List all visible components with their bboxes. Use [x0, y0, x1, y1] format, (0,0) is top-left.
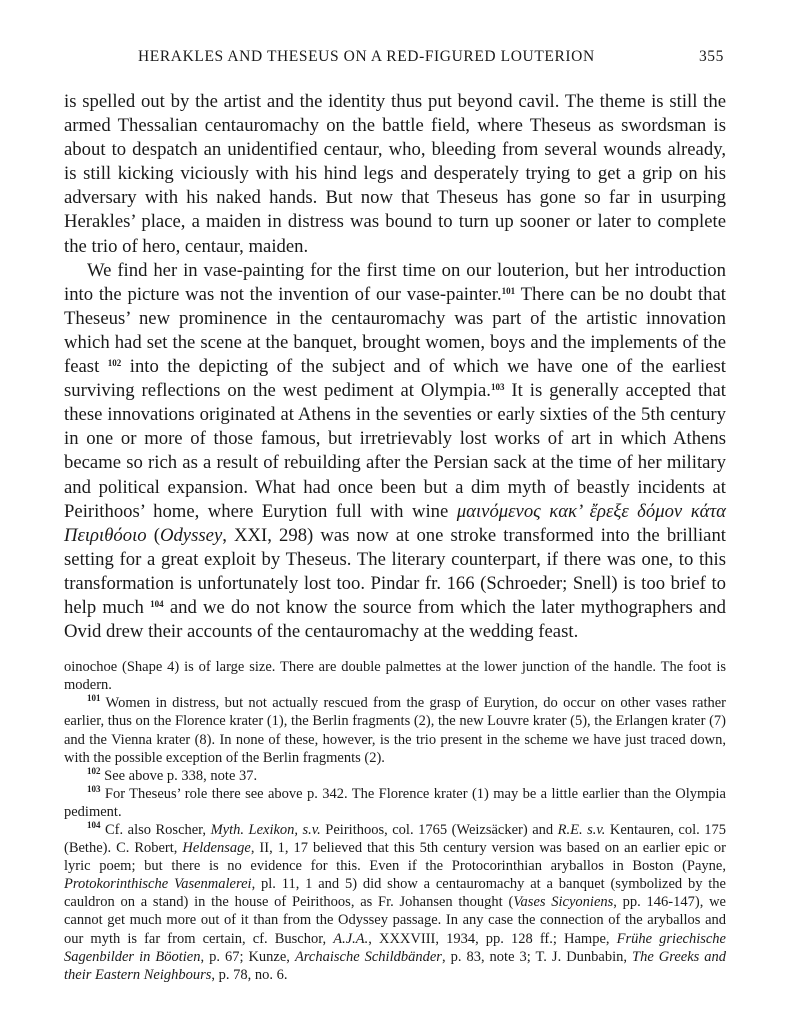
footnote-continuation: oinochoe (Shape 4) is of large size. There are double palmettes at the lower junction of the handle. The foot is modern. [64, 659, 726, 694]
footnotes [64, 658, 726, 984]
greek-quotation: μαινόμενος κακ’ ἔρεξε δόμον κάτα Πειριθόοιο [64, 500, 726, 546]
footnote-ref-101[interactable]: 101 [501, 285, 516, 296]
footnote-102: $^{102}$ See above p. 338, note 37. [87, 765, 258, 784]
running-header [64, 48, 726, 70]
main-text [64, 90, 726, 644]
page-number: 355 [698, 48, 724, 65]
footnote-ref-102[interactable]: 102 [107, 358, 122, 369]
odyssey-title: Odyssey [159, 524, 223, 546]
footnote-number: 103 [87, 783, 101, 794]
page [64, 48, 726, 984]
footnote-number: 102 [87, 765, 101, 776]
paragraph-2: We find her in vase-painting for the first time on our louterion, but her introduction into the picture was not the invention of our vase-painter.$^{101}$ There can be no doubt that Theseus’ new prominence in the centauromachy was part of the artistic innovation which had set the scene at the banquet, brought women, boys and the implements of the feast $^{102}$ into the depicting of the subject and of which we have one of the earliest surviving reflections on the west pediment at Olympia.$^{103}$ It is generally accepted that these innovations originated at Athens in the seventies or early sixties of the 5th century in one or more of those famous, but irretrievably lost works of art in which Athens became so rich as a result of rebuilding after the Persian sack at the time of her military and political expansion. What had once been but a dim myth of beastly incidents at Peirithoos’ home, where Eurytion full with wine μαινόμενος κακ’ ἔρεξε δόμον κάτα Πειριθόοιο (Odyssey, XXI, 298) was now at one stroke transformed into the brilliant setting for a great exploit by Theseus. The literary counterpart, if there was one, to this transformation is unfortunately lost too. Pindar fr. 166 (Schroeder; Snell) is too brief to help much $^{104}$ and we do not know the source from which the later mythographers and Ovid drew their accounts of the centauromachy at the wedding feast. [64, 259, 726, 643]
footnote-101: $^{101}$ Women in distress, but not actually rescued from the grasp of Eurytion, do occur on other vases rather earlier, thus on the Florence krater (1), the Berlin fragments (2), the new Louvre krater (5), the Erlangen krater (7) and the Vienna krater (8). In none of these, however, is the trio present in the scheme we have just traced down, with the possible exception of the Berlin fragments (2). [64, 693, 726, 766]
footnote-number: 101 [87, 693, 101, 704]
footnote-number: 104 [87, 820, 101, 830]
footnote-ref-103[interactable]: 103 [490, 382, 505, 393]
running-title: HERAKLES AND THESEUS ON A RED-FIGURED LOUTERION [138, 48, 595, 65]
footnote-104: $^{104}$ Cf. also Roscher, Myth. Lexikon, s.v. Peirithoos, col. 1765 (Weizsäcker) and R.E. s.v. Kentauren, col. 175 (Bethe). C. Robert, Heldensage, II, 1, 17 believed that this 5th century version was based on an earlier epic or lyric poem; but there is no evidence for this. Even if the Protocorinthian aryballos in Boston (Payne, Protokorinthische Vasenmalerei, pl. 11, 1 and 5) did show a centauromachy at a banquet (symbolized by the cauldron on a stand) in the house of Peirithoos, as Fr. Johansen thought (Vases Sicyoniens, pp. 146-147), we cannot get much more out of it than from the Odyssey passage. In any case the connection of the aryballos and our myth is far from certain, cf. Buschor, A.J.A., XXXVIII, 1934, pp. 128 ff.; Hampe, Frühe griechische Sagenbilder in Böotien, p. 67; Kunze, Archaische Schildbänder, p. 83, note 3; T. J. Dunbabin, The Greeks and their Eastern Neighbours, p. 78, no. 6. [64, 820, 727, 983]
paragraph-1: is spelled out by the artist and the identity thus put beyond cavil. The theme is still the armed Thessalian centauromachy on the battle field, where Theseus as swordsman is about to despatch an unidentified centaur, who, bleeding from several wounds already, is still kicking viciously with his hind legs and desperately trying to get a grip on his adversary with his naked hands. But now that Theseus has gone so far in usurping Herakles’ place, a maiden in distress was bound to turn up sooner or later to complete the trio of hero, centaur, maiden. [64, 91, 726, 257]
footnote-103: $^{103}$ For Theseus’ role there see above p. 342. The Florence krater (1) may be a little earlier than the Olympia pediment. [64, 783, 726, 820]
footnote-ref-104[interactable]: 104 [150, 598, 164, 609]
